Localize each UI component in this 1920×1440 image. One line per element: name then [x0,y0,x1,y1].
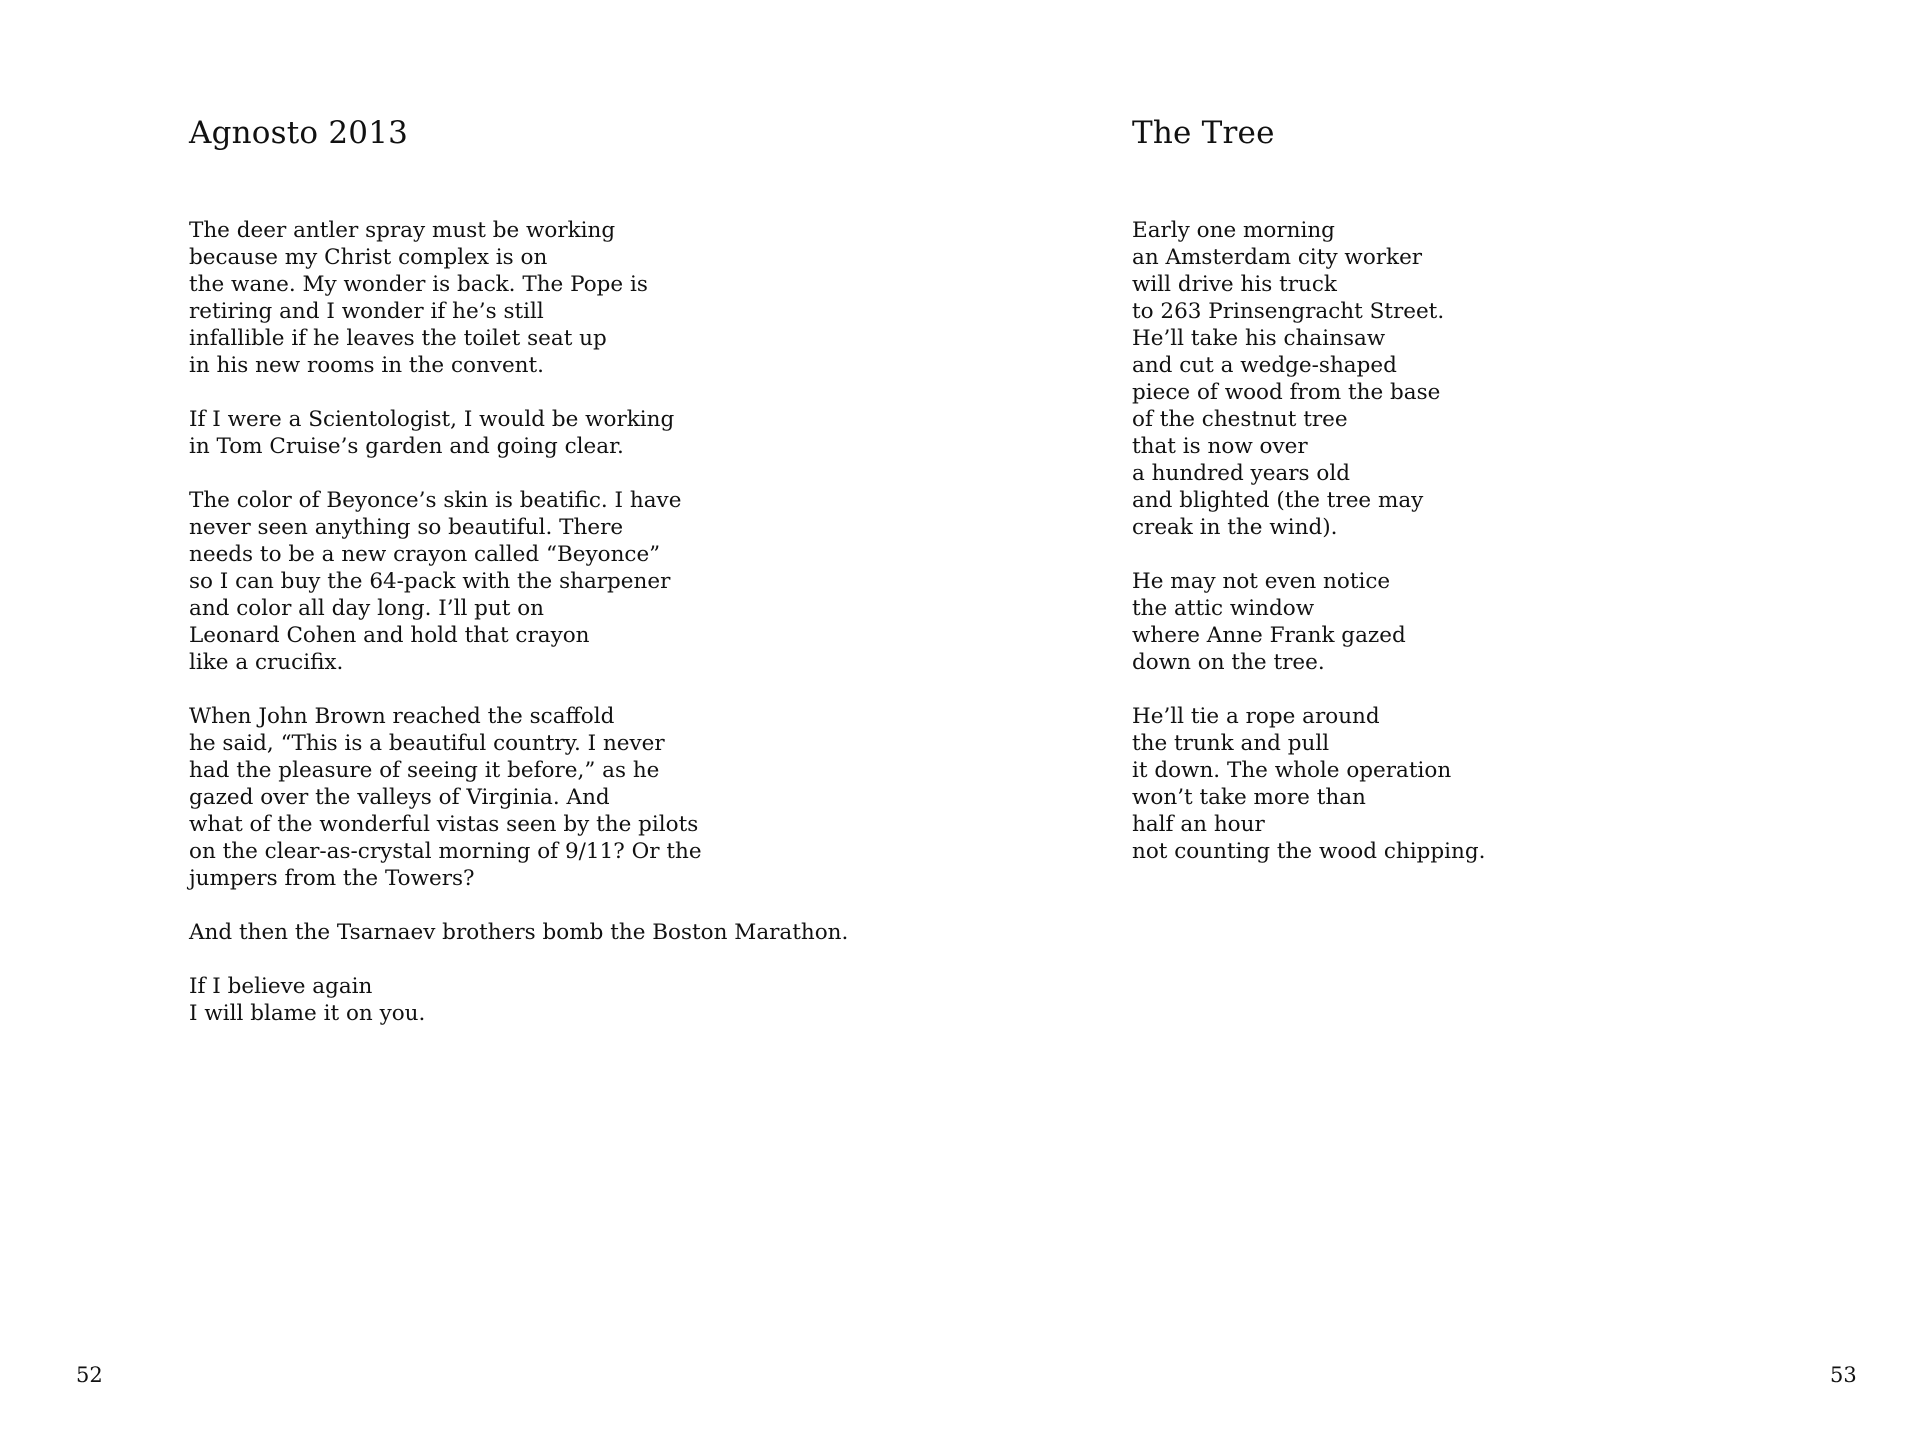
poem-line: piece of wood from the base [1132,380,1441,405]
poem-line: had the pleasure of seeing it before,” as he [189,758,660,783]
poem-line: If I believe again [189,974,373,999]
poem-line: to 263 Prinsengracht Street. [1132,299,1445,324]
page-number: 52 [76,1363,103,1387]
poem-line: infallible if he leaves the toilet seat up [189,326,607,351]
poem-line: The color of Beyonce’s skin is beatific. I have [189,488,682,513]
poem-line: of the chestnut tree [1132,407,1348,432]
poem-line: down on the tree. [1132,650,1325,675]
poem-line: on the clear-as-crystal morning of 9/11? Or the [189,839,702,864]
poem-line: He may not even notice [1132,569,1391,594]
poem-line: and color all day long. I’ll put on [189,596,545,621]
poem-line: that is now over [1132,434,1308,459]
poem-line: because my Christ complex is on [189,245,548,270]
page-number: 53 [1830,1363,1857,1387]
poem-line: the wane. My wonder is back. The Pope is [189,272,648,297]
poem-line: half an hour [1132,812,1265,837]
poem-line: where Anne Frank gazed [1132,623,1406,648]
poem-line: it down. The whole operation [1132,758,1452,783]
stanza [189,217,909,379]
poem-line: he said, “This is a beautiful country. I never [189,731,665,756]
poem-line: in Tom Cruise’s garden and going clear. [189,434,624,459]
poem-line: The deer antler spray must be working [189,218,616,243]
stanza [1132,568,1852,676]
poem-line: And then the Tsarnaev brothers bomb the Boston Marathon. [189,920,849,945]
stanza [1132,217,1852,541]
poem-line: so I can buy the 64-pack with the sharpener [189,569,671,594]
poem-line: the trunk and pull [1132,731,1330,756]
poem-line: never seen anything so beautiful. There [189,515,624,540]
poem-title: Agnosto 2013 [189,115,409,151]
poem-line: He’ll tie a rope around [1132,704,1380,729]
stanza [189,406,909,460]
poem-line: retiring and I wonder if he’s still [189,299,544,324]
poem-line: the attic window [1132,596,1315,621]
poem-line: If I were a Scientologist, I would be working [189,407,675,432]
poem-line: gazed over the valleys of Virginia. And [189,785,610,810]
poem-line: like a crucifix. [189,650,344,675]
poem-line: what of the wonderful vistas seen by the pilots [189,812,699,837]
poem-body [189,217,909,1054]
poem-line: I will blame it on you. [189,1001,426,1026]
poem-line: When John Brown reached the scaffold [189,704,615,729]
poem-line: not counting the wood chipping. [1132,839,1486,864]
poem-line: and cut a wedge-shaped [1132,353,1397,378]
poem-line: and blighted (the tree may [1132,488,1424,513]
stanza [189,919,909,946]
stanza [1132,703,1852,865]
poem-line: Leonard Cohen and hold that crayon [189,623,590,648]
poem-line: won’t take more than [1132,785,1366,810]
poem-line: He’ll take his chainsaw [1132,326,1386,351]
stanza [189,703,909,892]
poem-line: needs to be a new crayon called “Beyonce” [189,542,661,567]
poem-body [1132,217,1852,892]
stanza [189,487,909,676]
poem-line: a hundred years old [1132,461,1350,486]
poem-line: jumpers from the Towers? [189,866,475,891]
poem-line: creak in the wind). [1132,515,1338,540]
right-page [960,0,1920,1440]
poem-title: The Tree [1132,115,1275,151]
poem-line: will drive his truck [1132,272,1337,297]
poem-line: Early one morning [1132,218,1335,243]
poem-line: in his new rooms in the convent. [189,353,545,378]
poem-line: an Amsterdam city worker [1132,245,1423,270]
stanza [189,973,909,1027]
